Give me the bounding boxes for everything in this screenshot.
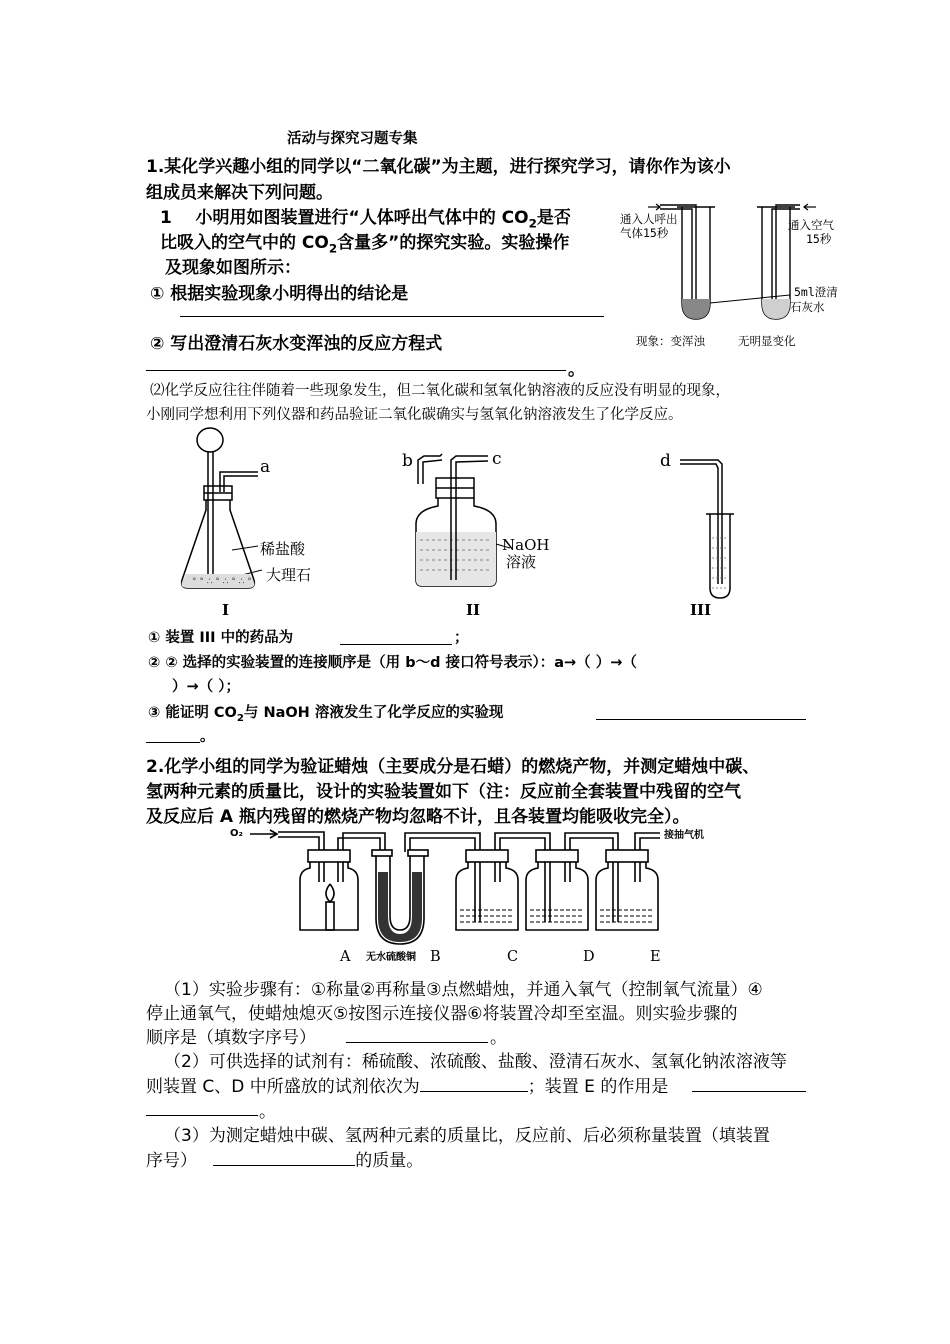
apparatus-I-label: I <box>222 601 230 619</box>
port-b-label: b <box>402 451 413 471</box>
answer-blank-7b[interactable] <box>146 1115 258 1116</box>
lime-label-1: 5ml澄清 <box>794 285 838 299</box>
q2-s3-line2-tail: 的质量。 <box>355 1151 424 1171</box>
q1-s2-line2: ）→（ ）； <box>172 679 240 695</box>
bottle-B-label: B <box>430 949 441 965</box>
combustion-apparatus-figure <box>230 822 704 972</box>
naoh-label-2: 溶液 <box>506 553 537 571</box>
q1-p2-line2: 小刚同学想利用下列仪器和药品验证二氧化碳确实与氢氧化钠溶液发生了化学反应。 <box>146 407 683 423</box>
q2-s3-line2 <box>146 1146 423 1171</box>
left-label-1: 通入人呼出 <box>620 212 678 226</box>
q2-s1-line2: 停止通氧气，使蜡烛熄灭⑤按图示连接仪器⑥将装置冷却至室温。则实验步骤的 <box>146 1004 738 1024</box>
q2-s2-line2 <box>146 1072 668 1097</box>
apparatus-figure <box>170 420 770 630</box>
q2-line1: 2.化学小组的同学为验证蜡烛（主要成分是石蜡）的燃烧产物，并测定蜡烛中碳、 <box>146 757 760 777</box>
q1-p1-number: 1 <box>160 208 172 228</box>
pump-label: 接抽气机 <box>664 830 704 841</box>
phenomenon-label: 现象：变浑浊 <box>636 334 705 348</box>
answer-blank-1[interactable] <box>180 316 604 317</box>
q2-s1-line3: 顺序是（填数字序号） <box>146 1028 316 1048</box>
period: 。 <box>259 1102 276 1122</box>
subscript: 2 <box>236 712 244 724</box>
q1-s3 <box>148 701 503 724</box>
period: 。 <box>568 360 585 380</box>
breath-test-figure <box>620 195 860 355</box>
q2-s3-line2-text: 序号） <box>146 1151 197 1171</box>
apparatus-II-label: II <box>466 601 481 619</box>
q1-s2: ② ② 选择的实验装置的连接顺序是（用 b～d 接口符号表示）：a→（ ）→（ <box>148 655 637 671</box>
port-d-label: d <box>660 451 671 471</box>
bottle-C-label: C <box>507 949 519 965</box>
port-a-label: a <box>260 457 271 477</box>
q2-line2: 氢两种元素的质量比，设计的实验装置如下（注：反应前全套装置中残留的空气 <box>146 782 741 802</box>
answer-blank-4[interactable] <box>596 719 806 720</box>
bottle-E-label: E <box>650 949 661 965</box>
answer-blank-5[interactable] <box>346 1042 488 1043</box>
q1-p1-question2: ② 写出澄清石灰水变浑浊的反应方程式 <box>150 334 443 354</box>
cuso4-label: 无水硫酸铜 <box>366 952 416 963</box>
q1-p1-line3: 及现象如图所示： <box>165 258 301 278</box>
answer-blank-7[interactable] <box>692 1091 806 1092</box>
o2-label: O₂ <box>230 828 243 839</box>
q1-p1-line1-text: 小明用如图装置进行“人体呼出气体中的 CO <box>195 208 529 228</box>
q2-s1-line1: （1）实验步骤有：①称量②再称量③点燃蜡烛，并通入氧气（控制氧气流量）④ <box>164 980 763 1000</box>
no-change-label: 无明显变化 <box>738 334 796 348</box>
answer-blank-3[interactable] <box>340 644 452 645</box>
period: 。 <box>490 1028 507 1048</box>
bottle-D-label: D <box>583 949 595 965</box>
naoh-label-1: NaOH <box>502 536 550 554</box>
q2-s3-line1: （3）为测定蜡烛中碳、氢两种元素的质量比，反应前、后必须称量装置（填装置 <box>164 1126 770 1146</box>
q1-s1: ① 装置 III 中的药品为 <box>148 630 294 646</box>
svg-text:° ° ∴ ° ∴ ° ∴ °: ° ° ∴ ° ∴ ° ∴ ° <box>192 577 252 587</box>
q1-intro-line2: 组成员来解决下列问题。 <box>146 183 333 203</box>
q1-p1-line1 <box>160 203 571 230</box>
subscript: 2 <box>528 216 537 231</box>
q1-p1-line2 <box>160 228 569 255</box>
answer-blank-6[interactable] <box>420 1077 528 1092</box>
q1-intro-line1: 1.某化学兴趣小组的同学以“二氧化碳”为主题，进行探究学习，请你作为该小 <box>146 157 731 177</box>
left-label-2: 气体15秒 <box>620 226 669 240</box>
q1-p1-line1-tail: 是否 <box>536 208 571 228</box>
marble-label: 大理石 <box>266 566 312 584</box>
semicolon: ； <box>454 630 469 646</box>
hcl-label: 稀盐酸 <box>260 540 306 558</box>
q1-p1-line2-text: 比吸入的空气中的 CO <box>160 233 329 253</box>
answer-blank-8[interactable] <box>213 1151 355 1166</box>
answer-blank-4b[interactable] <box>146 742 200 743</box>
q1-s3-text: ③ 能证明 CO <box>148 705 237 721</box>
q1-p1-question1: ① 根据实验现象小明得出的结论是 <box>150 284 409 304</box>
page-title: 活动与探究习题专集 <box>287 131 418 147</box>
q2-s2-line1: （2）可供选择的试剂有：稀硫酸、浓硫酸、盐酸、澄清石灰水、氢氧化钠浓溶液等 <box>164 1052 787 1072</box>
right-label-1: 通入空气 <box>788 218 834 232</box>
port-c-label: c <box>492 449 502 469</box>
q1-p1-line2-tail: 含量多”的探究实验。实验操作 <box>337 233 570 253</box>
q2-s2-line2-tail: ；装置 E 的作用是 <box>527 1077 669 1097</box>
bottle-A-label: A <box>340 949 351 965</box>
q1-p2-line1: ⑵化学反应往往伴随着一些现象发生，但二氧化碳和氢氧化钠溶液的反应没有明显的现象， <box>150 383 730 399</box>
q1-s3-tail: 与 NaOH 溶液发生了化学反应的实验现 <box>243 705 504 721</box>
right-label-2: 15秒 <box>806 232 832 246</box>
q2-line3: 及反应后 A 瓶内残留的燃烧产物均忽略不计，且各装置均能吸收完全）。 <box>146 807 690 827</box>
answer-blank-2[interactable] <box>146 370 566 371</box>
period: 。 <box>200 729 215 745</box>
q2-s2-line2-text: 则装置 C、D 中所盛放的试剂依次为 <box>146 1077 420 1097</box>
lime-label-2: 石灰水 <box>790 300 825 314</box>
subscript: 2 <box>328 241 338 256</box>
apparatus-III-label: III <box>690 601 712 619</box>
